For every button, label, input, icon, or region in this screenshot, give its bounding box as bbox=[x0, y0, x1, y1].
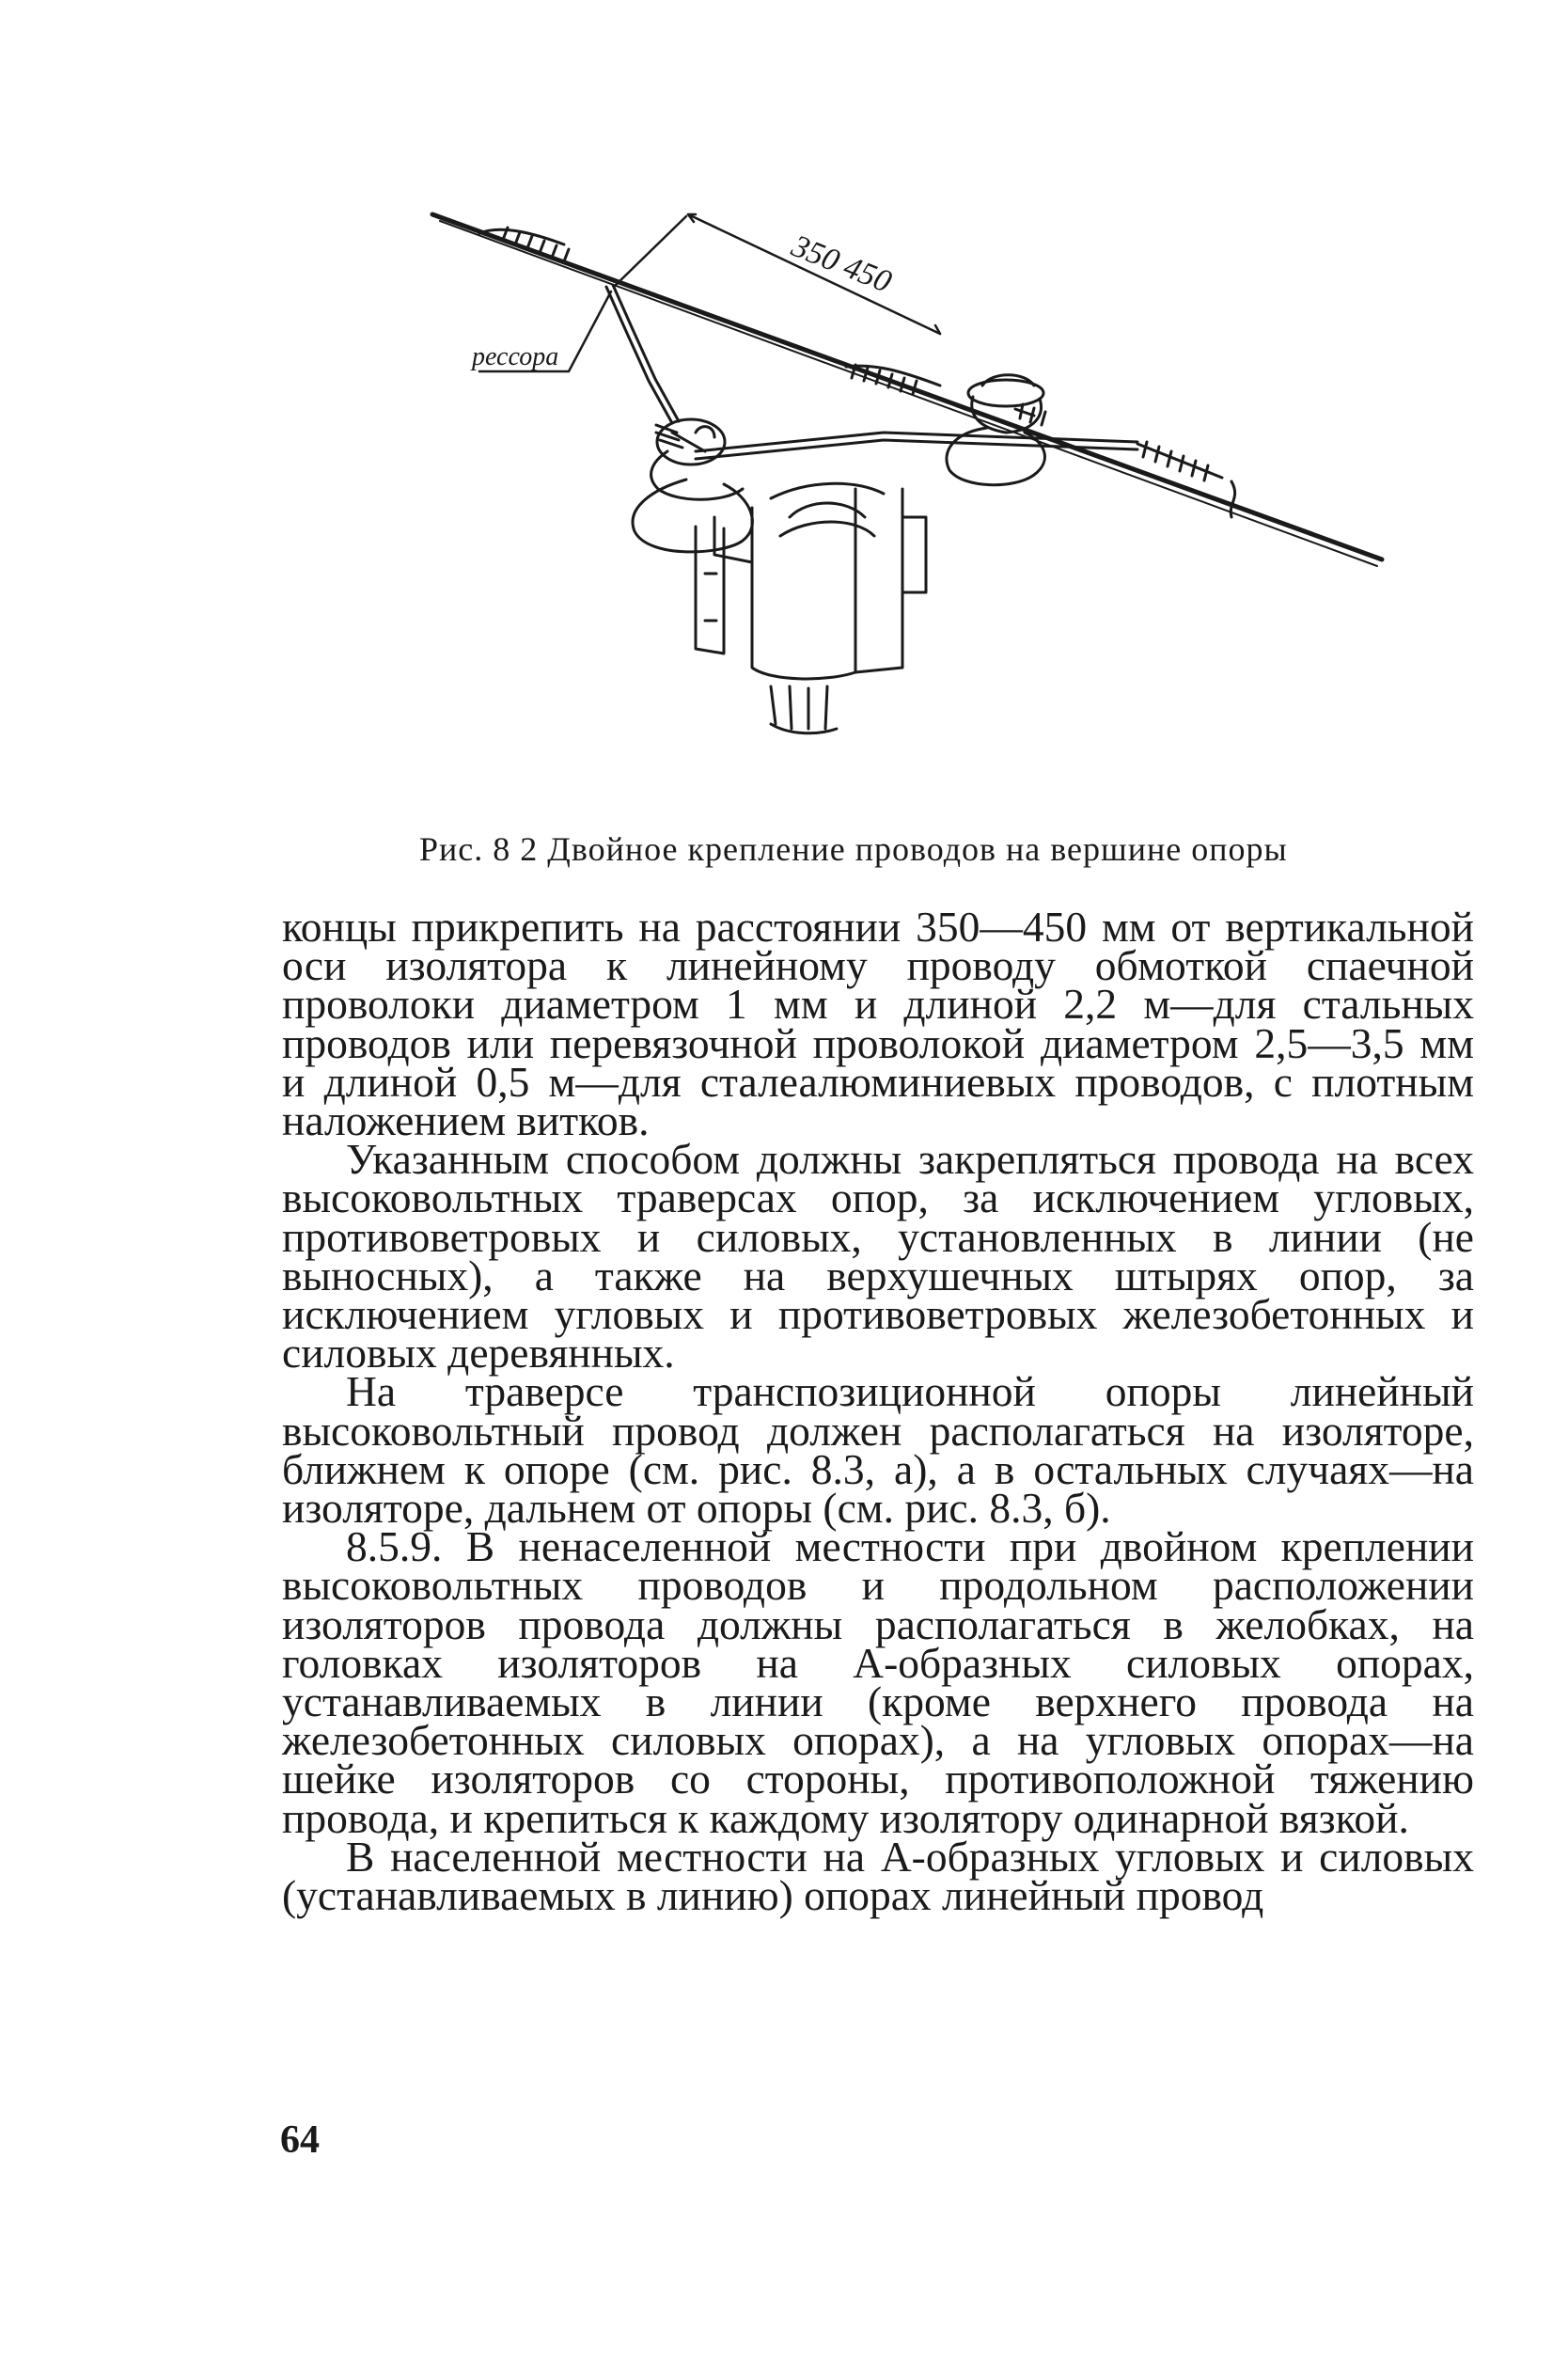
body-text bbox=[282, 903, 1474, 1920]
figure-caption: Рис. 8 2 Двойное крепление проводов на вершине опоры bbox=[419, 830, 1288, 868]
paragraph: На траверсе транспозиционной опоры линейный высоковольтный провод должен располагаться на изоляторе, ближнем к опоре (см. рис. 8.3, а), а в остальных случаях—на изоляторе, дальнем от опоры (см. рис. 8.3, б). bbox=[282, 1367, 1474, 1533]
spring-label: рессора bbox=[472, 342, 559, 371]
page-number: 64 bbox=[280, 2118, 320, 2162]
insulator-left bbox=[633, 419, 752, 552]
line-wire bbox=[432, 214, 1382, 559]
wire-winding-left bbox=[479, 228, 569, 261]
pole-top bbox=[696, 483, 926, 732]
paragraph: Указанным способом должны закрепляться провода на всех высоковольтных траверсах опор, за исключением угловых, противоветровых и силовых, установленных в линии (не выносных), а также на верхушечных штырях опор, за исключением угловых и противоветровых железобетонных и силовых деревянных. bbox=[282, 1135, 1474, 1378]
paragraph: В населенной местности на А-образных угловых и силовых (устанавливаемых в линию) опорах линейный провод bbox=[282, 1832, 1474, 1920]
wire-winding-right bbox=[1137, 442, 1235, 517]
paragraph: 8.5.9. В ненаселенной местности при двойном креплении высоковольтных проводов и продольном расположении изоляторов провода должны располагаться в желобках, на головках изоляторов на А-образных силовых опорах, устанавливаемых в линии (кроме верхнего провода на железобетонных силовых опорах), а на угловых опорах—на шейке изоляторов со стороны, противоположной тяжению провода, и крепиться к каждому изолятору одинарной вязкой. bbox=[282, 1522, 1474, 1842]
figure-double-wire-fastening bbox=[414, 179, 1410, 818]
dimension-label: 350 450 bbox=[787, 228, 897, 300]
paragraph: концы прикрепить на расстоянии 350—450 мм от вертикальной оси изолятора к линейному проводу обмоткой спаечной проволоки диаметром 1 мм и длиной 2,2 м—для стальных проводов или перевязочной проволокой диаметром 2,5—3,5 мм и длиной 0,5 м—для сталеалюминиевых проводов, с плотным наложением витков. bbox=[282, 903, 1474, 1145]
